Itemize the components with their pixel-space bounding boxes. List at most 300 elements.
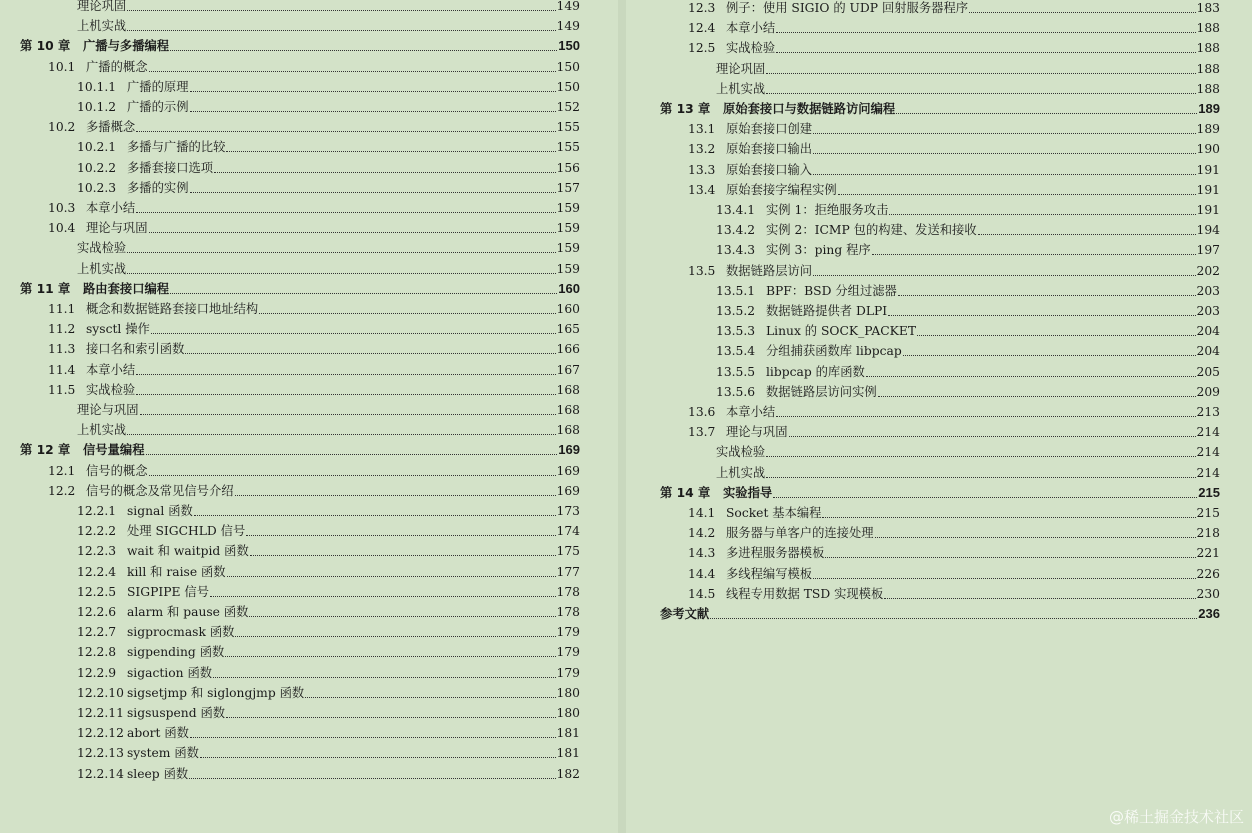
toc-entry-row (688, 543, 1220, 563)
toc-page-number: 159 (556, 221, 580, 236)
toc-entry-row (48, 198, 580, 218)
toc-entry-title: 信号的概念及常见信号介绍 (86, 483, 234, 498)
toc-leader-dots (875, 537, 1196, 538)
toc-entry-number: 13.5.3 (716, 324, 756, 339)
toc-page-number: 168 (556, 423, 580, 438)
toc-leader-dots (235, 636, 555, 637)
toc-entry-row (48, 339, 580, 359)
toc-page-number: 204 (1196, 324, 1220, 339)
toc-page-number: 204 (1196, 344, 1220, 359)
toc-entry-title: 理论与巩固 (77, 403, 139, 417)
toc-entry-title: 数据链路提供者 DLPI (766, 304, 888, 318)
toc-entry-title: 多播套接口选项 (127, 160, 214, 175)
toc-leader-dots (898, 295, 1196, 296)
toc-page-number: 179 (556, 645, 580, 660)
toc-entry-title: 理论与巩固 (726, 425, 788, 440)
toc-leader-dots (127, 434, 555, 435)
toc-entry-row (77, 77, 580, 97)
toc-entry-title: sigpending 函数 (127, 645, 225, 660)
toc-page-number: 168 (556, 403, 580, 417)
toc-page-number: 178 (556, 584, 580, 599)
toc-leader-dots (969, 12, 1195, 13)
toc-entry-number: 13.5 (688, 263, 716, 278)
toc-entry-row (716, 362, 1220, 382)
toc-entry-title: 线程专用数据 TSD 实现模板 (726, 586, 884, 601)
toc-entry-number: 14.3 (688, 546, 716, 561)
toc-entry-title: 上机实战 (716, 465, 766, 480)
toc-page-number: 159 (556, 201, 580, 215)
toc-leader-dots (151, 333, 556, 334)
toc-page-number: 215 (1198, 484, 1220, 500)
toc-page-number: 169 (556, 483, 580, 498)
toc-entry-row (688, 160, 1220, 180)
toc-leader-dots (766, 73, 1195, 74)
toc-entry-row (77, 137, 580, 157)
toc-entry-row (688, 261, 1220, 281)
left-page (0, 0, 618, 833)
toc-entry-number: 13.7 (688, 425, 716, 440)
toc-entry-number: 10.2.1 (77, 140, 117, 155)
toc-entry-row (716, 301, 1220, 321)
toc-entry-row (48, 360, 580, 380)
toc-leader-dots (773, 497, 1197, 498)
toc-page-number: 226 (1196, 566, 1220, 581)
toc-entry-title: 实战检验 (77, 241, 127, 256)
toc-entry-row (716, 341, 1220, 361)
toc-entry-row (716, 281, 1220, 301)
toc-leader-dots (249, 616, 555, 617)
toc-entry-title: 原始套接口创建 (726, 122, 813, 137)
toc-leader-dots (227, 576, 556, 577)
toc-entry-title: 数据链路层访问 (726, 263, 813, 278)
toc-page-number: 152 (556, 100, 580, 114)
toc-leader-dots (813, 275, 1195, 276)
toc-entry-row (688, 503, 1220, 523)
toc-entry-title: libpcap 的库函数 (766, 364, 865, 379)
toc-entry-row (688, 523, 1220, 543)
toc-page-number: 149 (556, 0, 580, 13)
toc-entry-number: 10.3 (48, 201, 76, 215)
toc-leader-dots (896, 113, 1197, 114)
toc-entry-title: 概念和数据链路套接口地址结构 (86, 302, 259, 316)
toc-entry-title: 多线程编写模板 (726, 566, 813, 581)
toc-entry-title: 多播的实例 (127, 180, 189, 195)
toc-entry-row (688, 180, 1220, 200)
toc-entry-title: Linux 的 SOCK_PACKET (766, 324, 917, 339)
toc-entry-title: 本章小结 (86, 362, 136, 377)
toc-page-number: 155 (556, 120, 580, 135)
toc-leader-dots (140, 414, 556, 415)
toc-leader-dots (903, 355, 1196, 356)
toc-entry-row (716, 442, 1220, 462)
toc-leader-dots (978, 234, 1196, 235)
toc-page-number: 167 (556, 362, 580, 377)
toc-page-number: 179 (556, 665, 580, 680)
toc-page-number: 181 (556, 746, 580, 761)
toc-page-number: 236 (1198, 606, 1220, 621)
toc-entry-row (48, 481, 580, 501)
toc-entry-title: 上机实战 (716, 81, 766, 96)
toc-entry-number: 12.2.2 (77, 524, 117, 539)
toc-leader-dots (149, 232, 556, 233)
toc-leader-dots (813, 174, 1195, 175)
toc-leader-dots (766, 456, 1195, 457)
toc-entry-number: 14.4 (688, 566, 716, 581)
toc-chapter-row (20, 440, 580, 460)
toc-page-number: 214 (1196, 465, 1220, 480)
toc-entry-number: 13.4 (688, 182, 716, 197)
toc-entry-row (77, 663, 580, 683)
toc-entry-title: BPF：BSD 分组过滤器 (766, 283, 897, 298)
toc-page-number: 188 (1196, 61, 1220, 76)
toc-entry-row (77, 501, 580, 521)
toc-entry-row (77, 400, 580, 420)
toc-leader-dots (866, 376, 1196, 377)
toc-leader-dots (235, 495, 556, 496)
toc-entry-row (688, 584, 1220, 604)
toc-entry-title: 本章小结 (86, 201, 136, 215)
toc-page-number: 178 (556, 605, 580, 619)
toc-entry-number: 14.2 (688, 526, 716, 541)
toc-leader-dots (127, 30, 555, 31)
toc-entry-row (77, 521, 580, 541)
toc-entry-number: 13.5.6 (716, 384, 756, 399)
toc-entry-row (716, 240, 1220, 260)
toc-entry-title: 实战检验 (86, 382, 136, 397)
toc-page-number: 150 (556, 79, 580, 94)
toc-leader-dots (214, 172, 555, 173)
toc-chapter-row (20, 279, 580, 299)
toc-page-number: 213 (1196, 405, 1220, 419)
toc-entry-number: 13.5.1 (716, 283, 756, 298)
toc-leader-dots (194, 515, 556, 516)
toc-page-number: 214 (1196, 425, 1220, 440)
toc-leader-dots (259, 313, 555, 314)
toc-entry-number: 12.2.6 (77, 605, 117, 619)
toc-entry-number: 11.1 (48, 302, 76, 316)
toc-entry-row (716, 59, 1220, 79)
toc-entry-row (48, 117, 580, 137)
toc-page-number: 177 (556, 564, 580, 579)
toc-entry-number: 12.4 (688, 21, 716, 36)
toc-page-number: 188 (1196, 81, 1220, 96)
toc-entry-title: sysctl 操作 (86, 322, 150, 337)
toc-leader-dots (190, 737, 556, 738)
toc-page-number: 149 (556, 19, 580, 34)
toc-entry-title: 上机实战 (77, 19, 127, 34)
toc-entry-title: 本章小结 (726, 21, 776, 36)
toc-leader-dots (766, 93, 1195, 94)
toc-leader-dots (200, 757, 556, 758)
toc-entry-row (77, 602, 580, 622)
toc-entry-title: sigsetjmp 和 siglongjmp 函数 (127, 685, 305, 700)
toc-entry-number: 10.1.2 (77, 100, 117, 114)
toc-entry-number: 第 14 章 (660, 485, 711, 500)
toc-entry-row (77, 158, 580, 178)
toc-entry-row (688, 18, 1220, 38)
toc-page-number: 181 (556, 726, 580, 741)
toc-leader-dots (226, 717, 555, 718)
toc-entry-title: 理论巩固 (716, 61, 766, 76)
toc-entry-title: SIGPIPE 信号 (127, 584, 209, 599)
toc-page-number: 150 (556, 59, 580, 74)
toc-page-number: 174 (556, 524, 580, 539)
toc-entry-number: 13.5.2 (716, 304, 756, 318)
toc-entry-number: 12.1 (48, 463, 76, 478)
toc-entry-number: 12.2.13 (77, 746, 124, 761)
toc-entry-number: 13.5.5 (716, 364, 756, 379)
toc-leader-dots (889, 214, 1195, 215)
toc-page-number: 156 (556, 160, 580, 175)
toc-page-number: 197 (1196, 243, 1220, 258)
toc-leader-dots (250, 555, 556, 556)
toc-entry-title: abort 函数 (127, 726, 189, 741)
toc-entry-title: sigsuspend 函数 (127, 706, 226, 720)
toc-leader-dots (838, 194, 1196, 195)
toc-entry-row (688, 564, 1220, 584)
toc-page-number: 214 (1196, 445, 1220, 460)
toc-entry-row (716, 220, 1220, 240)
toc-entry-number: 12.2 (48, 483, 76, 498)
toc-chapter-row (660, 483, 1220, 503)
toc-entry-row (716, 79, 1220, 99)
toc-entry-number: 12.2.4 (77, 564, 117, 579)
toc-entry-title: 实战检验 (726, 41, 776, 56)
toc-page-number: 168 (556, 382, 580, 397)
toc-entry-row (48, 319, 580, 339)
toc-entry-row (77, 178, 580, 198)
toc-leader-dots (776, 52, 1195, 53)
toc-entry-number: 10.4 (48, 221, 76, 236)
toc-page-number: 180 (556, 706, 580, 720)
toc-entry-title: 广播的示例 (127, 100, 189, 114)
toc-entry-row (77, 703, 580, 723)
toc-entry-number: 第 11 章 (20, 281, 71, 296)
toc-leader-dots (917, 335, 1195, 336)
toc-entry-title: 路由套接口编程 (83, 281, 170, 296)
toc-leader-dots (210, 596, 556, 597)
toc-entry-row (77, 743, 580, 763)
toc-entry-number: 12.2.10 (77, 685, 124, 700)
toc-entry-number: 第 13 章 (660, 102, 711, 116)
toc-entry-number: 10.2.2 (77, 160, 117, 175)
toc-leader-dots (246, 535, 555, 536)
toc-leader-dots (710, 618, 1197, 619)
toc-page-number: 215 (1196, 506, 1220, 520)
toc-chapter-row (20, 36, 580, 56)
toc-leader-dots (878, 396, 1196, 397)
toc-entry-number: 12.2.7 (77, 625, 117, 640)
toc-entry-number: 13.4.1 (716, 203, 756, 217)
toc-leader-dots (888, 315, 1195, 316)
toc-entry-number: 13.4.2 (716, 223, 756, 238)
toc-page-number: 157 (556, 180, 580, 195)
toc-entry-title: 处理 SIGCHLD 信号 (127, 524, 246, 539)
toc-leader-dots (813, 153, 1195, 154)
toc-entry-number: 13.1 (688, 122, 716, 137)
toc-entry-title: 多播与广播的比较 (127, 140, 226, 155)
toc-entry-title: 数据链路层访问实例 (766, 384, 877, 399)
toc-page-number: 160 (556, 302, 580, 316)
toc-entry-title: 广播与多播编程 (83, 39, 170, 54)
toc-entry-number: 12.2.12 (77, 726, 124, 741)
toc-entry-number: 12.2.5 (77, 584, 117, 599)
toc-entry-row (688, 38, 1220, 58)
toc-page-number: 159 (556, 241, 580, 256)
toc-leader-dots (776, 416, 1195, 417)
toc-leader-dots (136, 394, 555, 395)
toc-page-number: 203 (1196, 283, 1220, 298)
toc-leader-dots (872, 254, 1196, 255)
toc-entry-title: system 函数 (127, 746, 199, 761)
toc-leader-dots (127, 252, 555, 253)
toc-entry-row (77, 622, 580, 642)
toc-leader-dots (884, 598, 1195, 599)
toc-entry-row (716, 321, 1220, 341)
toc-entry-title: sleep 函数 (127, 766, 189, 781)
toc-leader-dots (813, 133, 1195, 134)
toc-entry-title: alarm 和 pause 函数 (127, 605, 249, 619)
toc-entry-row (77, 541, 580, 561)
toc-entry-title: sigprocmask 函数 (127, 625, 235, 640)
toc-entry-title: 原始套接字编程实例 (726, 182, 837, 197)
toc-entry-number: 13.3 (688, 162, 716, 177)
toc-page-number: 175 (556, 544, 580, 559)
toc-entry-title: 原始套接口输出 (726, 142, 813, 157)
toc-entry-number: 12.2.3 (77, 544, 117, 559)
toc-leader-dots (776, 32, 1195, 33)
toc-entry-number: 10.2.3 (77, 180, 117, 195)
toc-page-number: 169 (558, 442, 580, 458)
toc-page-number: 191 (1196, 203, 1220, 217)
toc-entry-row (48, 299, 580, 319)
toc-leader-dots (789, 436, 1196, 437)
book-gutter (618, 0, 626, 833)
toc-entry-number: 13.2 (688, 142, 716, 157)
toc-entry-title: 例子：使用 SIGIO 的 UDP 回射服务器程序 (726, 1, 969, 15)
toc-entry-title: 接口名和索引函数 (86, 342, 185, 357)
toc-entry-row (77, 562, 580, 582)
toc-page-number: 188 (1196, 21, 1220, 36)
right-page (626, 0, 1252, 833)
toc-entry-number: 12.2.11 (77, 706, 124, 720)
toc-page-number: 230 (1196, 586, 1220, 601)
toc-page-number: 183 (1196, 1, 1220, 15)
toc-entry-row (77, 0, 580, 16)
toc-entry-row (77, 642, 580, 662)
toc-entry-number: 13.4.3 (716, 243, 756, 258)
toc-entry-title: 多进程服务器模板 (726, 546, 825, 561)
toc-page-number: 190 (1196, 142, 1220, 157)
toc-leader-dots (170, 50, 557, 51)
toc-entry-number: 13.5.4 (716, 344, 756, 359)
toc-leader-dots (149, 475, 556, 476)
toc-entry-number: 11.4 (48, 362, 76, 377)
toc-entry-title: 上机实战 (77, 261, 127, 276)
toc-entry-title: 信号量编程 (83, 443, 145, 458)
toc-entry-number: 11.2 (48, 322, 76, 337)
toc-leader-dots (813, 578, 1195, 579)
toc-page-number: 155 (556, 140, 580, 155)
toc-leader-dots (149, 71, 556, 72)
toc-leader-dots (136, 212, 555, 213)
toc-entry-number: 12.2.1 (77, 504, 117, 518)
toc-leader-dots (127, 10, 555, 11)
toc-leader-dots (189, 778, 555, 779)
toc-leader-dots (190, 192, 556, 193)
toc-page-number: 189 (1196, 122, 1220, 137)
toc-entry-number: 12.2.9 (77, 665, 117, 680)
toc-entry-title: signal 函数 (127, 504, 193, 518)
toc-page-number: 180 (556, 685, 580, 700)
toc-chapter-row (660, 99, 1220, 119)
toc-entry-number: 12.5 (688, 41, 716, 56)
toc-page-number: 209 (1196, 384, 1220, 399)
toc-page-number: 191 (1196, 162, 1220, 177)
toc-page-number: 189 (1198, 101, 1220, 116)
toc-entry-row (48, 57, 580, 77)
toc-entry-title: 实例 1：拒绝服务攻击 (766, 203, 889, 217)
toc-leader-dots (766, 477, 1195, 478)
toc-entry-number: 10.1 (48, 59, 76, 74)
toc-entry-number: 14.1 (688, 506, 716, 520)
toc-page-number: 202 (1196, 263, 1220, 278)
toc-leader-dots (226, 151, 555, 152)
toc-entry-number: 第 12 章 (20, 443, 71, 458)
toc-entry-title: 原始套接口输入 (726, 162, 813, 177)
toc-entry-row (77, 97, 580, 117)
toc-page-number: 150 (558, 38, 580, 54)
toc-entry-number: 11.3 (48, 342, 76, 357)
toc-page-number: 165 (556, 322, 580, 337)
toc-entry-title: kill 和 raise 函数 (127, 564, 226, 579)
toc-leader-dots (213, 677, 555, 678)
toc-page-number: 194 (1196, 223, 1220, 238)
toc-leader-dots (136, 374, 555, 375)
toc-entry-row (48, 218, 580, 238)
toc-entry-title: 广播的概念 (86, 59, 148, 74)
toc-entry-row (77, 764, 580, 784)
toc-entry-title: 理论巩固 (77, 0, 127, 13)
toc-entry-title: 本章小结 (726, 405, 776, 419)
toc-entry-title: 多播概念 (86, 120, 136, 135)
toc-entry-title: 实验指导 (723, 485, 773, 500)
toc-entry-number: 10.2 (48, 120, 76, 135)
toc-page-number: 160 (558, 280, 580, 296)
toc-entry-row (77, 582, 580, 602)
toc-entry-number: 13.6 (688, 405, 716, 419)
toc-leader-dots (225, 656, 555, 657)
toc-leader-dots (305, 697, 555, 698)
toc-entry-row (48, 461, 580, 481)
toc-leader-dots (190, 91, 556, 92)
toc-leader-dots (146, 454, 558, 455)
toc-entry-title: 广播的原理 (127, 79, 189, 94)
toc-page-number: 191 (1196, 182, 1220, 197)
toc-entry-title: 分组捕获函数库 libpcap (766, 344, 902, 359)
toc-page-number: 179 (556, 625, 580, 640)
toc-page-number: 173 (556, 504, 580, 518)
toc-entry-number: 12.2.14 (77, 766, 124, 781)
toc-leader-dots (136, 131, 555, 132)
toc-leader-dots (190, 111, 556, 112)
toc-entry-title: 服务器与单客户的连接处理 (726, 526, 874, 541)
toc-leader-dots (127, 273, 555, 274)
toc-entry-title: 信号的概念 (86, 463, 148, 478)
toc-entry-title: Socket 基本编程 (726, 506, 822, 520)
toc-entry-row (77, 16, 580, 36)
toc-page-number: 221 (1196, 546, 1220, 561)
